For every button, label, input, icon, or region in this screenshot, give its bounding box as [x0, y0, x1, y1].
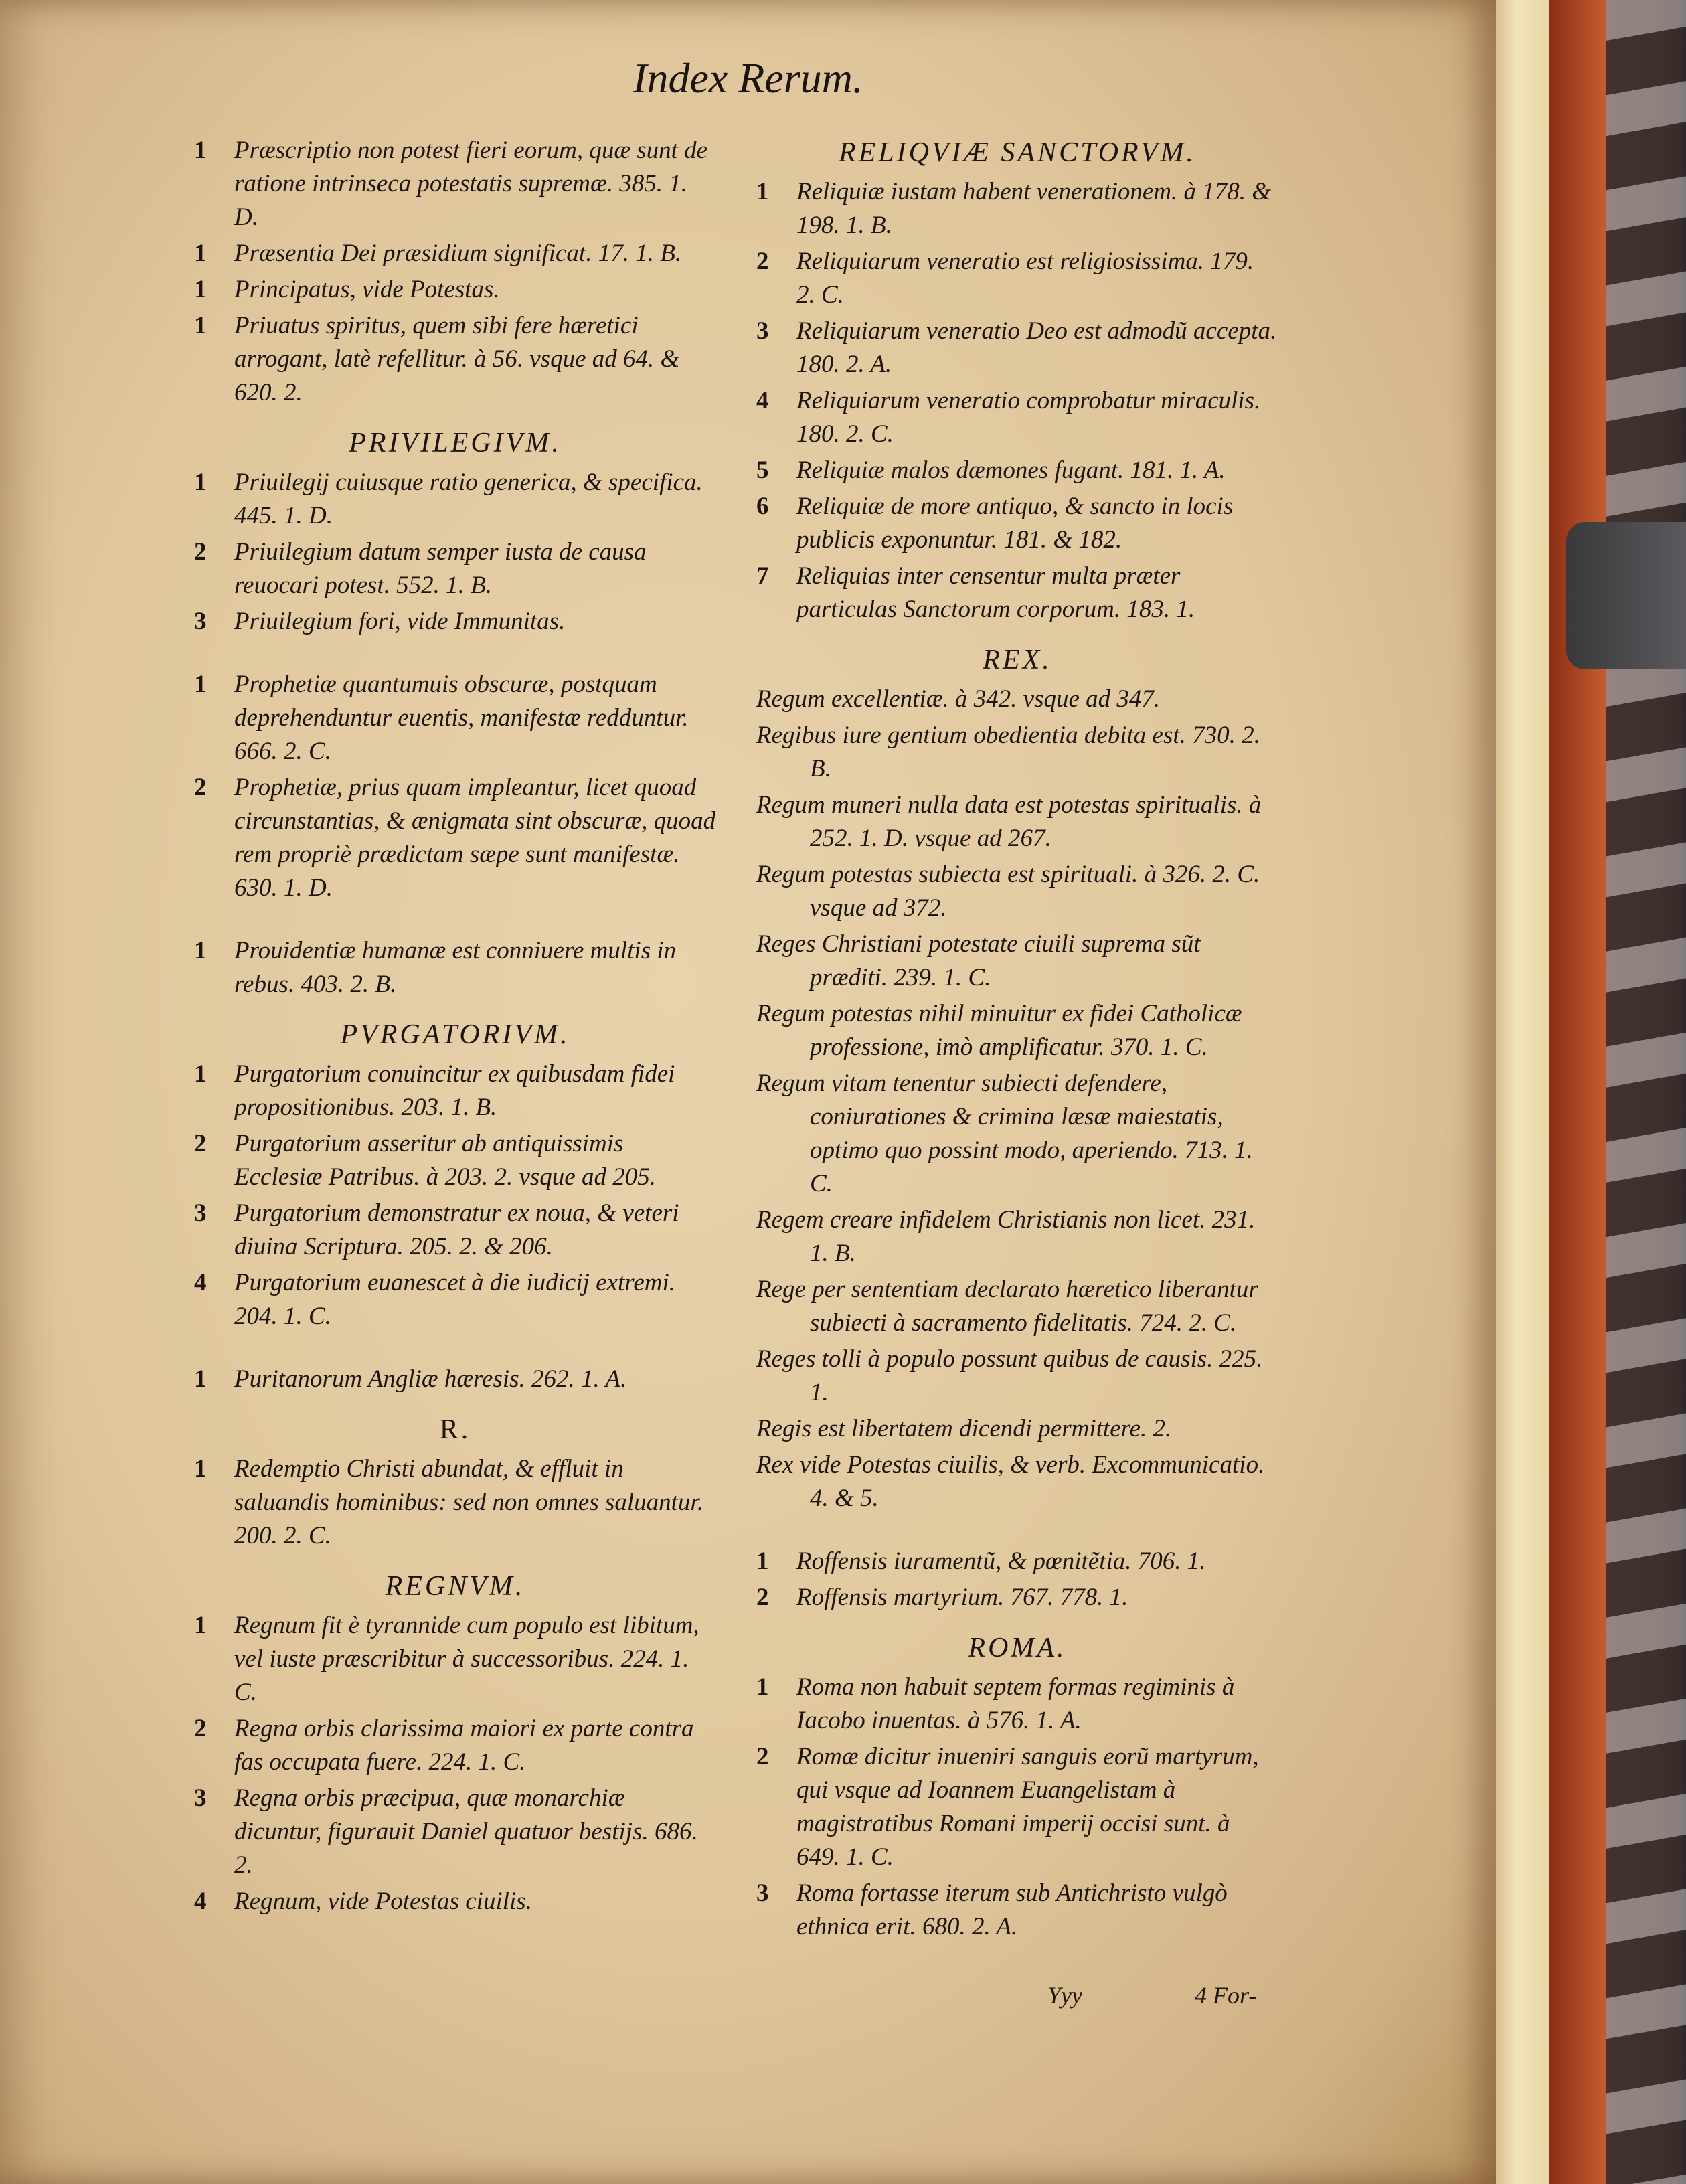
- right-column: [756, 134, 1278, 1946]
- entry-number: 3: [194, 1199, 207, 1227]
- entry-number: 1: [194, 469, 207, 496]
- entry-number: 1: [194, 312, 207, 339]
- entry-text: Roffensis iuramentũ, & pœnitẽtia. 706. 1.: [796, 1547, 1206, 1575]
- entry-number: 1: [194, 276, 207, 303]
- index-entry: [756, 245, 1278, 312]
- entry-text: Regem creare infidelem Christianis non licet. 231. 1. B.: [756, 1206, 1256, 1267]
- index-entry: [756, 1581, 1278, 1614]
- index-entry: [756, 1412, 1278, 1446]
- index-entry: [194, 273, 716, 307]
- index-entry: [756, 1671, 1278, 1738]
- entry-text: Regum excellentiæ. à 342. vsque ad 347.: [756, 685, 1161, 713]
- signature-mark: Yyy: [1047, 1982, 1082, 2009]
- index-entry: [194, 1712, 716, 1779]
- index-entry: [194, 668, 716, 768]
- entry-text: Reliquiæ malos dæmones fugant. 181. 1. A.: [796, 456, 1226, 484]
- entry-number: 2: [756, 1584, 769, 1611]
- index-entry: [194, 1609, 716, 1709]
- index-entry: [756, 1448, 1278, 1515]
- entry-number: 1: [756, 1547, 769, 1575]
- entry-text: Rex vide Potestas ciuilis, & verb. Excommunicatio. 4. & 5.: [756, 1451, 1265, 1512]
- entry-text: Regum potestas nihil minuitur ex fidei Catholicæ professione, imò amplificatur. 370. 1. C.: [756, 1000, 1242, 1061]
- index-entry: [194, 535, 716, 602]
- entry-text: Roma fortasse iterum sub Antichristo vulgò ethnica erit. 680. 2. A.: [796, 1879, 1228, 1940]
- entry-text: Reliquiarum veneratio comprobatur miraculis. 180. 2. C.: [796, 387, 1261, 448]
- index-entry: [756, 384, 1278, 451]
- index-entry: [194, 1197, 716, 1264]
- index-entry: [756, 1877, 1278, 1944]
- catchword: 4 For-: [1195, 1982, 1257, 2009]
- entry-group-r-a: [756, 175, 1278, 626]
- entry-text: Præscriptio non potest fieri eorum, quæ sunt de ratione intrinseca potestatis supremæ. 385. 1. D.: [234, 137, 708, 231]
- entry-text: Redemptio Christi abundat, & effluit in saluandis hominibus: sed non omnes saluantur. 200. 2. C.: [234, 1455, 703, 1549]
- entry-text: Rege per sententiam declarato hæretico liberantur subiecti à sacramento fidelitatis. 724. 2. C.: [756, 1276, 1258, 1337]
- entry-text: Priuatus spiritus, quem sibi fere hæretici arrogant, latè refellitur. à 56. vsque ad 64. & 620. 2.: [234, 312, 680, 406]
- index-entry: [194, 934, 716, 1001]
- entry-text: Regis est libertatem dicendi permittere. 2.: [756, 1415, 1172, 1442]
- entry-group-g: [194, 1452, 716, 1553]
- index-entry: [194, 466, 716, 533]
- entry-number: 2: [194, 538, 207, 566]
- entry-text: Regum vitam tenentur subiecti defendere, coniurationes & crimina læsæ maiestatis, optimo quo possint modo, aperiendo. 713. 1. C.: [756, 1070, 1253, 1197]
- index-entry: [756, 1067, 1278, 1201]
- entry-text: Priuilegij cuiusque ratio generica, & specifica. 445. 1. D.: [234, 469, 703, 529]
- entry-group-a: [194, 134, 716, 410]
- entry-number: 3: [194, 608, 207, 635]
- page-edge: [1496, 0, 1549, 2184]
- bookmark-tab: [1566, 522, 1686, 669]
- index-entry: [756, 1273, 1278, 1340]
- entry-group-r-b: [756, 683, 1278, 1515]
- entry-number: 2: [194, 1130, 207, 1157]
- index-entry: [194, 1266, 716, 1333]
- index-entry: [756, 683, 1278, 716]
- entry-number: 4: [194, 1887, 207, 1915]
- background-strip: [1606, 0, 1686, 2184]
- entry-text: Reliquiarum veneratio est religiosissima. 179. 2. C.: [796, 248, 1254, 309]
- entry-text: Regibus iure gentium obedientia debita est. 730. 2. B.: [756, 722, 1260, 782]
- entry-text: Purgatorium euanescet à die iudicij extremi. 204. 1. C.: [234, 1269, 675, 1330]
- heading-rex: REX.: [983, 645, 1052, 675]
- entry-number: 1: [756, 178, 769, 205]
- heading-purgatorium: PVRGATORIVM.: [340, 1019, 570, 1050]
- index-entry: [194, 1127, 716, 1194]
- left-column: [194, 134, 716, 1921]
- entry-number: 6: [756, 493, 769, 520]
- entry-text: Reliquias inter censentur multa præter particulas Sanctorum corporum. 183. 1.: [796, 562, 1195, 623]
- letter-heading-r: R.: [439, 1414, 471, 1445]
- index-entry: [756, 997, 1278, 1064]
- entry-text: Purgatorium asseritur ab antiquissimis Ecclesiæ Patribus. à 203. 2. vsque ad 205.: [234, 1130, 656, 1191]
- index-entry: [756, 719, 1278, 786]
- entry-number: 1: [194, 1365, 207, 1393]
- entry-text: Regum potestas subiecta est spirituali. à 326. 2. C. vsque ad 372.: [756, 861, 1260, 922]
- entry-number: 1: [756, 1673, 769, 1701]
- entry-group-r-d: [756, 1671, 1278, 1944]
- index-entry: [194, 1363, 716, 1396]
- entry-number: 1: [194, 1455, 207, 1483]
- index-entry: [194, 605, 716, 639]
- index-entry: [756, 315, 1278, 382]
- entry-number: 1: [194, 240, 207, 267]
- entry-number: 2: [756, 248, 769, 275]
- index-entry: [194, 237, 716, 270]
- index-entry: [756, 1203, 1278, 1270]
- entry-text: Reges tolli à populo possunt quibus de causis. 225. 1.: [756, 1345, 1263, 1406]
- entry-number: 2: [194, 774, 207, 801]
- heading-privilegium: PRIVILEGIVM.: [349, 428, 562, 458]
- entry-group-e: [194, 1058, 716, 1333]
- entry-text: Purgatorium conuincitur ex quibusdam fidei propositionibus. 203. 1. B.: [234, 1060, 675, 1121]
- entry-text: Purgatorium demonstratur ex noua, & veteri diuina Scriptura. 205. 2. & 206.: [234, 1199, 679, 1260]
- entry-group-b: [194, 466, 716, 639]
- entry-group-d: [194, 934, 716, 1001]
- index-entry: [756, 454, 1278, 487]
- heading-roma: ROMA.: [968, 1632, 1067, 1663]
- entry-group-r-c: [756, 1545, 1278, 1614]
- entry-text: Regna orbis clarissima maiori ex parte contra fas occupata fuere. 224. 1. C.: [234, 1715, 694, 1776]
- entry-text: Regnum fit è tyrannide cum populo est libitum, vel iuste præscribitur à successoribus. 224. 1. C.: [234, 1612, 699, 1706]
- entry-number: 1: [194, 1612, 207, 1639]
- entry-number: 4: [756, 387, 769, 414]
- page-title: Index Rerum.: [633, 54, 863, 102]
- entry-text: Præsentia Dei præsidium significat. 17. 1. B.: [234, 240, 682, 267]
- entry-text: Roffensis martyrium. 767. 778. 1.: [796, 1584, 1128, 1611]
- entry-number: 2: [756, 1743, 769, 1770]
- index-entry: [756, 1343, 1278, 1410]
- entry-number: 5: [756, 456, 769, 484]
- entry-number: 1: [194, 1060, 207, 1088]
- entry-text: Regum muneri nulla data est potestas spiritualis. à 252. 1. D. vsque ad 267.: [756, 791, 1262, 852]
- index-entry: [194, 771, 716, 905]
- entry-text: Prophetiæ quantumuis obscuræ, postquam deprehenduntur euentis, manifestæ redduntur. 666. 2. C.: [234, 671, 689, 765]
- entry-number: 3: [756, 317, 769, 345]
- heading-reliquiae: RELIQVIÆ SANCTORVM.: [838, 137, 1197, 168]
- entry-group-h: [194, 1609, 716, 1918]
- entry-number: 1: [194, 137, 207, 164]
- index-entry: [194, 1782, 716, 1882]
- entry-number: 3: [756, 1879, 769, 1907]
- index-entry: [756, 560, 1278, 626]
- index-entry: [756, 1545, 1278, 1578]
- index-entry: [194, 1058, 716, 1124]
- index-entry: [194, 1452, 716, 1553]
- entry-number: 2: [194, 1715, 207, 1742]
- entry-text: Reges Christiani potestate ciuili suprema sũt præditi. 239. 1. C.: [756, 930, 1201, 991]
- index-entry: [756, 928, 1278, 995]
- entry-text: Reliquiæ de more antiquo, & sancto in locis publicis exponuntur. 181. & 182.: [796, 493, 1234, 554]
- heading-regnum: REGNVM.: [385, 1571, 525, 1602]
- entry-text: Principatus, vide Potestas.: [234, 276, 500, 303]
- entry-number: 1: [194, 671, 207, 698]
- entry-number: 7: [756, 562, 769, 590]
- entry-text: Roma non habuit septem formas regiminis à Iacobo inuentas. à 576. 1. A.: [796, 1673, 1235, 1734]
- entry-group-f: [194, 1363, 716, 1396]
- entry-group-c: [194, 668, 716, 905]
- index-entry: [756, 1740, 1278, 1874]
- index-entry: [756, 490, 1278, 557]
- entry-text: Romæ dicitur inueniri sanguis eorũ martyrum, qui vsque ad Ioannem Euangelistam à magistratibus Romani imperij occisi sunt. à 649. 1. C.: [796, 1743, 1259, 1871]
- entry-number: 4: [194, 1269, 207, 1296]
- index-entry: [194, 134, 716, 234]
- index-entry: [194, 309, 716, 410]
- entry-text: Puritanorum Angliæ hæresis. 262. 1. A.: [234, 1365, 627, 1393]
- entry-text: Regna orbis præcipua, quæ monarchiæ dicuntur, figurauit Daniel quatuor bestijs. 686. 2.: [234, 1784, 698, 1879]
- entry-text: Prouidentiæ humanæ est conniuere multis in rebus. 403. 2. B.: [234, 937, 677, 998]
- entry-text: Regnum, vide Potestas ciuilis.: [234, 1887, 532, 1915]
- index-entry: [756, 858, 1278, 925]
- entry-text: Prophetiæ, prius quam impleantur, licet quoad circunstantias, & ænigmata sint obscuræ, quoad rem propriè prædictam sæpe sunt manifestæ. 630. 1. D.: [234, 774, 716, 902]
- entry-text: Reliquiæ iustam habent venerationem. à 178. & 198. 1. B.: [796, 178, 1272, 239]
- entry-number: 3: [194, 1784, 207, 1812]
- entry-text: Priuilegium datum semper iusta de causa reuocari potest. 552. 1. B.: [234, 538, 647, 599]
- index-entry: [194, 1885, 716, 1918]
- entry-text: Priuilegium fori, vide Immunitas.: [234, 608, 566, 635]
- entry-number: 1: [194, 937, 207, 964]
- index-entry: [756, 788, 1278, 855]
- index-entry: [756, 175, 1278, 242]
- entry-text: Reliquiarum veneratio Deo est admodũ accepta. 180. 2. A.: [796, 317, 1277, 378]
